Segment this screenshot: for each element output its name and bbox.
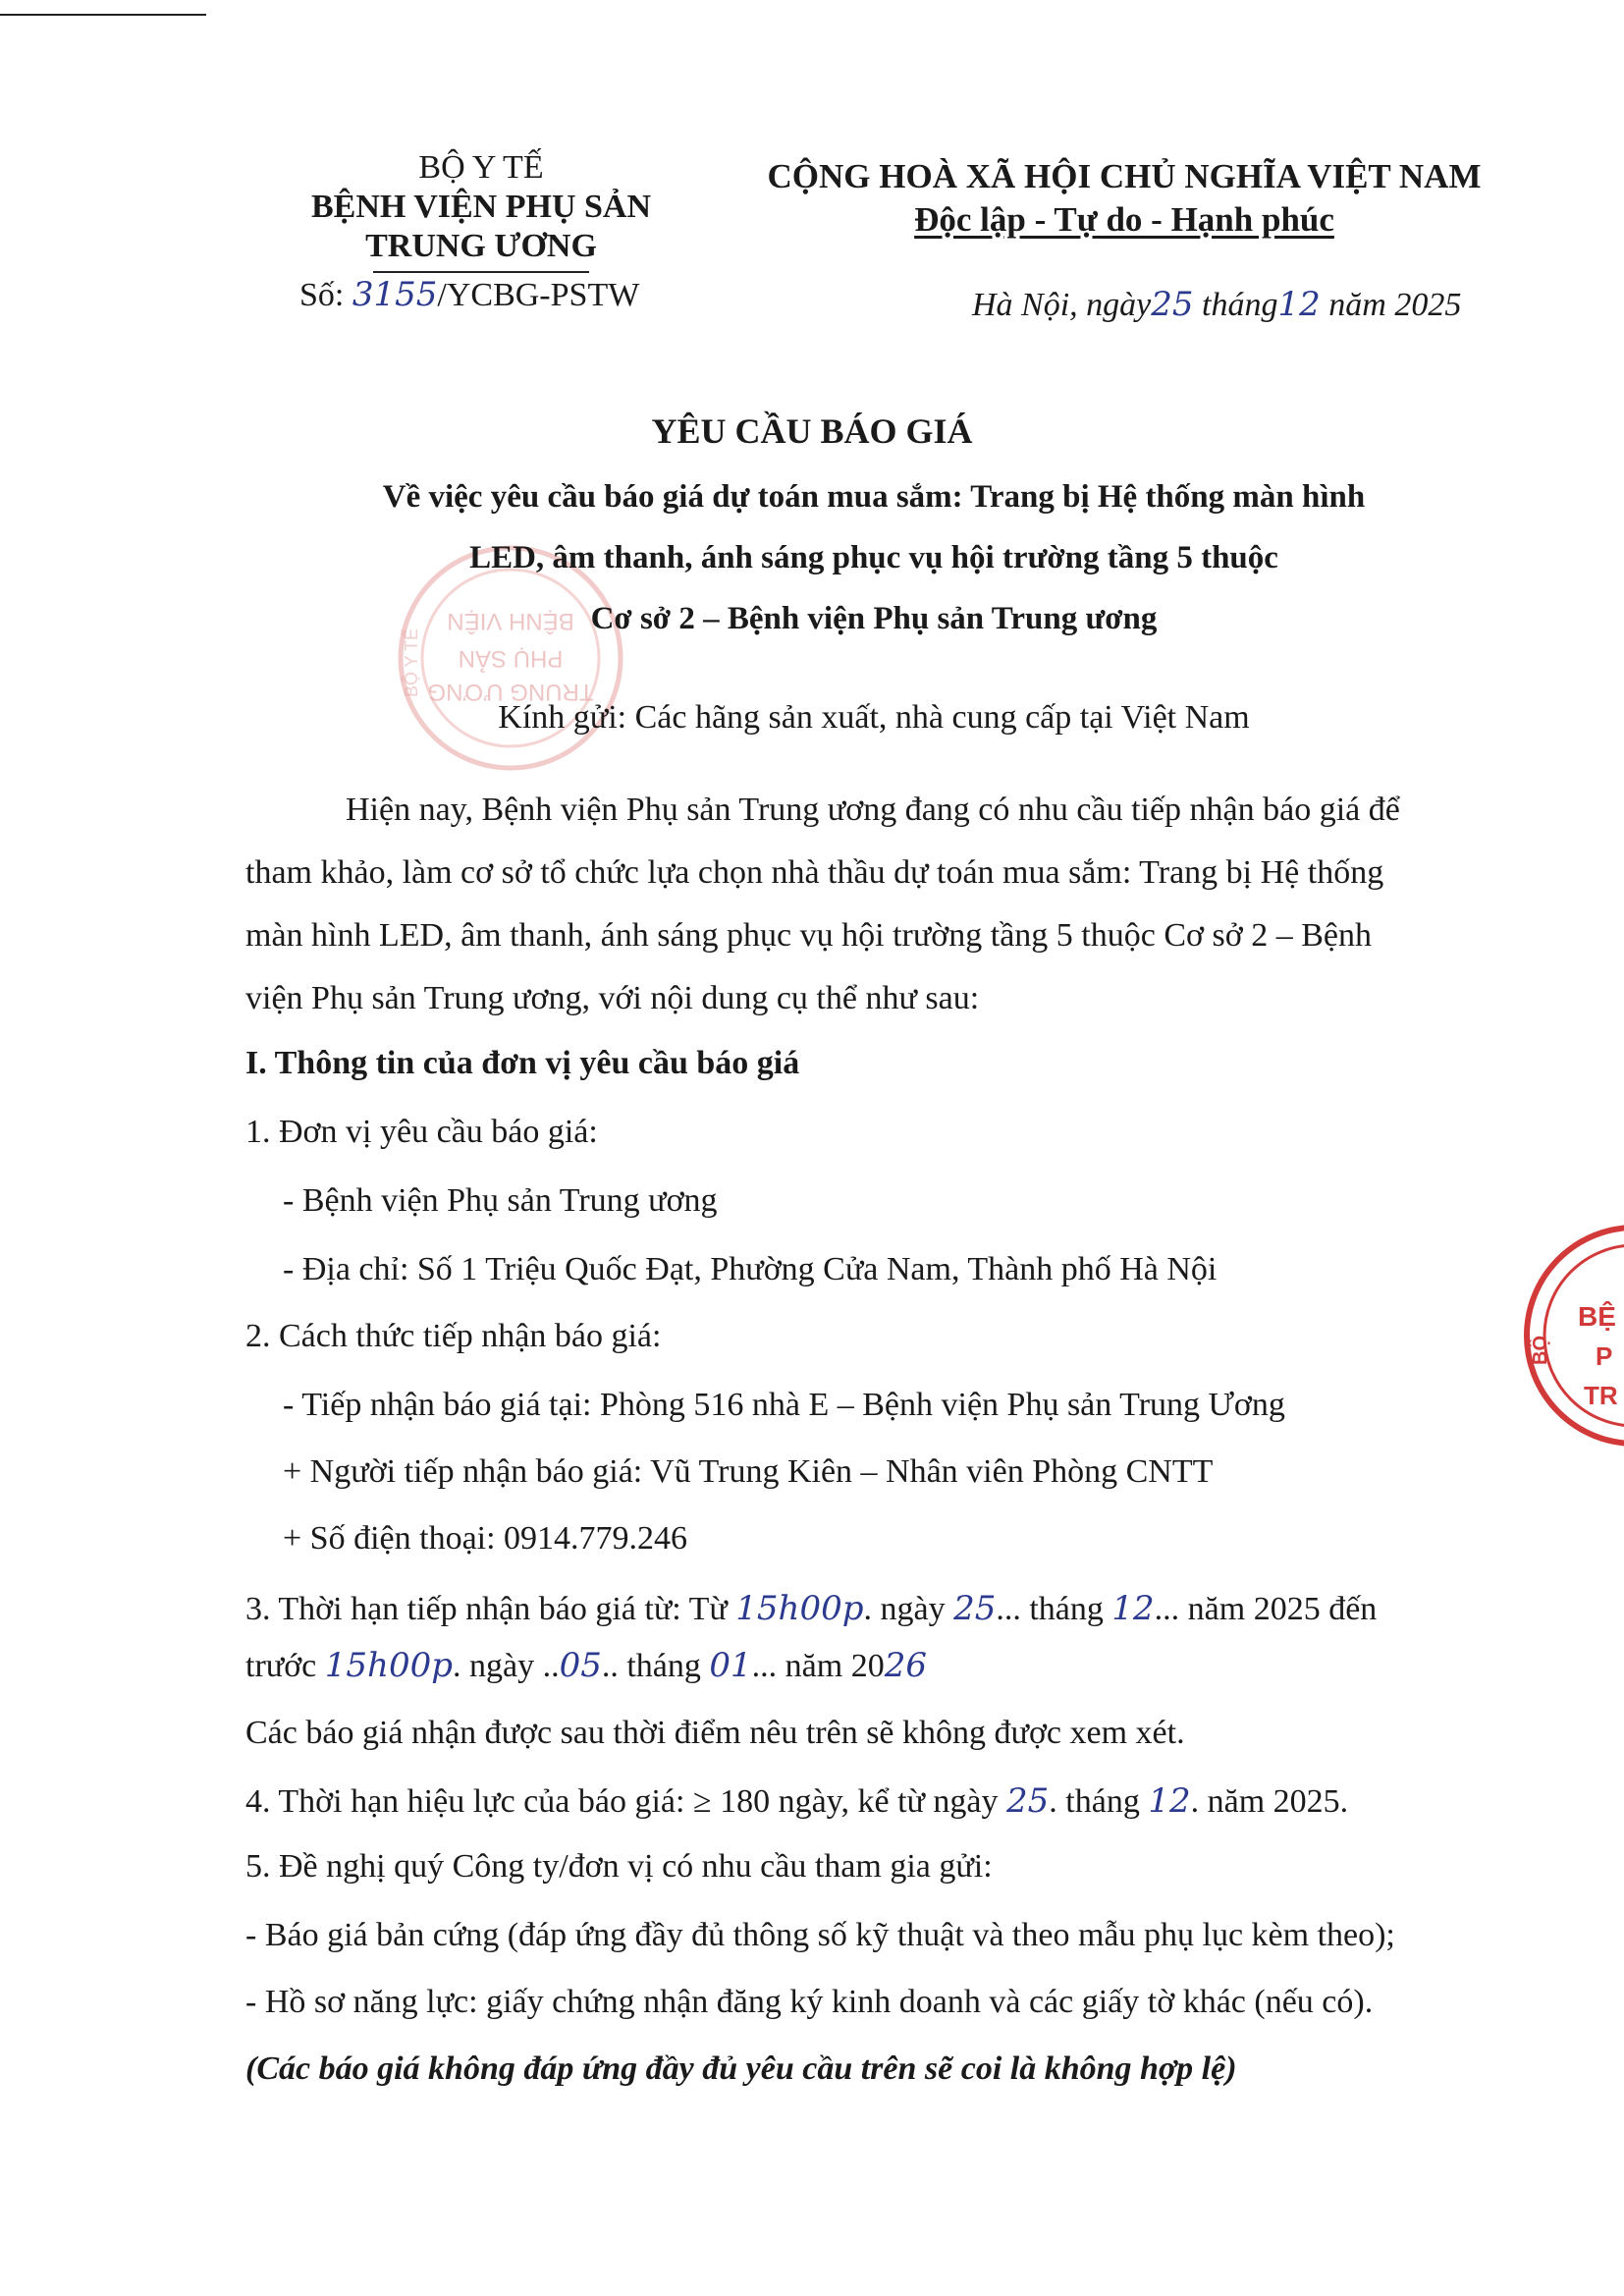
date-year: năm 2025 (1328, 287, 1462, 323)
invalid-quote-note: (Các báo giá không đáp ứng đầy đủ yêu cầu trên sẽ coi là không hợp lệ) (245, 2050, 1237, 2087)
section1-heading: I. Thông tin của đơn vị yêu cầu báo giá (245, 1045, 800, 1081)
item1-label: 1. Đơn vị yêu cầu báo giá: (245, 1114, 598, 1150)
item3-time1-handwritten: 15h00p (735, 1589, 864, 1628)
faded-stamp-line3: TRUNG ƯƠNG (427, 679, 594, 705)
ministry-name: BỘ Y TẾ (418, 149, 544, 186)
item4-text-b: . tháng (1049, 1783, 1140, 1820)
doc-number-handwritten: 3155 (352, 275, 438, 314)
item3-text-a: 3. Thời hạn tiếp nhận báo giá từ: Từ (245, 1591, 728, 1627)
item3-day1-handwritten: 25 (953, 1589, 997, 1628)
item4-text-a: 4. Thời hạn hiệu lực của báo giá: ≥ 180 ngày, kể từ ngày (245, 1783, 999, 1820)
recipient: Kính gửi: Các hãng sản xuất, nhà cung cấp tại Việt Nam (498, 699, 1250, 736)
late-submission-note: Các báo giá nhận được sau thời điểm nêu trên sẽ không được xem xét. (245, 1715, 1185, 1751)
item4-line (245, 1781, 1348, 1821)
item4-month-handwritten: 12 (1148, 1781, 1191, 1821)
item3-text-b: . ngày (863, 1591, 946, 1627)
stamp-right-line3: TR (1584, 1381, 1618, 1410)
item3-time2-handwritten: 15h00p (324, 1646, 453, 1685)
hospital-name-line1: BỆNH VIỆN PHỤ SẢN (310, 189, 652, 225)
date-line (972, 285, 1461, 324)
date-day-handwritten: 25 (1151, 285, 1194, 324)
header-left-underline (373, 271, 589, 273)
seal-stamp-partial (1517, 1218, 1624, 1453)
date-place: Hà Nội, ngày (972, 287, 1152, 323)
item3-text-f: . ngày .. (452, 1648, 560, 1684)
subject-line2: LED, âm thanh, ánh sáng phục vụ hội trường tầng 5 thuộc (469, 540, 1278, 575)
item5-label: 5. Đề nghị quý Công ty/đơn vị có nhu cầu tham gia gửi: (245, 1848, 993, 1885)
item2-person: + Người tiếp nhận báo giá: Vũ Trung Kiên – Nhân viên Phòng CNTT (283, 1453, 1214, 1490)
doc-number-suffix: /YCBG-PSTW (437, 277, 640, 313)
item3-text-g: .. tháng (601, 1648, 701, 1684)
item3-text-c: ... tháng (996, 1591, 1104, 1627)
hospital-name-line2: TRUNG ƯƠNG (365, 228, 597, 264)
item3-line1 (245, 1589, 1377, 1628)
item1-name: - Bệnh viện Phụ sản Trung ương (283, 1182, 718, 1219)
item3-text-d: ... năm 2025 đến (1154, 1591, 1378, 1627)
item1-address: - Địa chỉ: Số 1 Triệu Quốc Đạt, Phường Cửa Nam, Thành phố Hà Nội (283, 1251, 1218, 1287)
subject-line1: Về việc yêu cầu báo giá dự toán mua sắm: Trang bị Hệ thống màn hình (382, 479, 1366, 515)
item2-label: 2. Cách thức tiếp nhận báo giá: (245, 1318, 662, 1354)
document-title: YÊU CẦU BÁO GIÁ (651, 411, 973, 451)
item5-hard-copy: - Báo giá bản cứng (đáp ứng đầy đủ thông số kỹ thuật và theo mẫu phụ lục kèm theo); (245, 1917, 1395, 1953)
national-motto: Độc lập - Tự do - Hạnh phúc (914, 200, 1334, 239)
item4-day-handwritten: 25 (1006, 1781, 1050, 1821)
item3-day2-handwritten: 05 (559, 1646, 602, 1685)
item2-place: - Tiếp nhận báo giá tại: Phòng 516 nhà E – Bệnh viện Phụ sản Trung Ương (283, 1387, 1285, 1423)
item3-year2-handwritten: 26 (884, 1646, 927, 1685)
subject-line3: Cơ sở 2 – Bệnh viện Phụ sản Trung ương (590, 601, 1158, 636)
item3-line2 (245, 1646, 927, 1685)
intro-line3: màn hình LED, âm thanh, ánh sáng phục vụ hội trường tầng 5 thuộc Cơ sở 2 – Bệnh (245, 917, 1372, 954)
item5-capability-profile: - Hồ sơ năng lực: giấy chứng nhận đăng ký kinh doanh và các giấy tờ khác (nếu có). (245, 1984, 1374, 2020)
scan-line (0, 14, 206, 16)
national-title: CỘNG HOÀ XÃ HỘI CHỦ NGHĨA VIỆT NAM (767, 157, 1482, 195)
faded-stamp-line2: PHỤ SẢN (458, 645, 564, 672)
intro-line1: Hiện nay, Bệnh viện Phụ sản Trung ương đang có nhu cầu tiếp nhận báo giá để (346, 792, 1400, 828)
item4-text-c: . năm 2025. (1190, 1783, 1349, 1820)
stamp-right-line2: P (1596, 1341, 1613, 1371)
stamp-right-line1: BỆ (1578, 1301, 1616, 1332)
item2-phone: + Số điện thoại: 0914.779.246 (283, 1520, 688, 1557)
faded-stamp-side: BỘ Y TẾ (402, 628, 421, 698)
item3-month2-handwritten: 01 (709, 1646, 752, 1685)
item3-text-e: trước (245, 1648, 317, 1684)
date-month-label: tháng (1202, 287, 1278, 323)
doc-number-prefix: Số: (299, 277, 345, 313)
document-number (299, 275, 639, 314)
item3-month1-handwritten: 12 (1111, 1589, 1155, 1628)
date-month-handwritten: 12 (1277, 285, 1321, 324)
stamp-right-side: BỘ (1530, 1336, 1551, 1365)
intro-line2: tham khảo, làm cơ sở tổ chức lựa chọn nhà thầu dự toán mua sắm: Trang bị Hệ thống (245, 854, 1384, 891)
intro-line4: viện Phụ sản Trung ương, với nội dung cụ thể như sau: (245, 980, 980, 1016)
item3-text-h: ... năm 20 (751, 1648, 885, 1684)
faded-stamp-line1: BỆNH VIỆN (447, 608, 574, 634)
